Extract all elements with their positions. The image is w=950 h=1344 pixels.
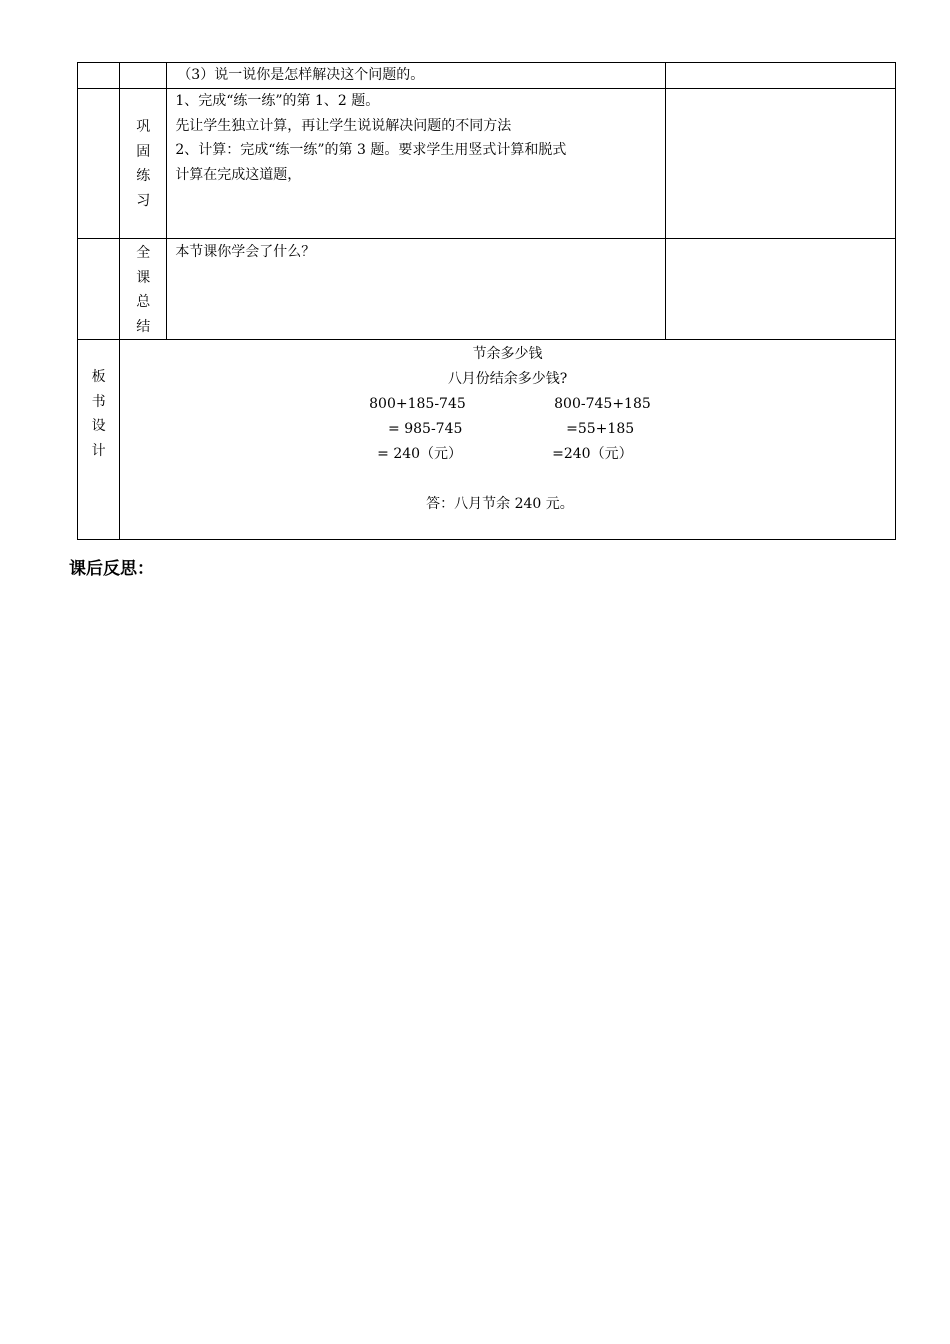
practice-content-cell [167,89,666,239]
board-content-cell [120,340,896,540]
summary-text: 本节课你学会了什么？ [175,244,316,260]
board-answer: 答：八月节余 240 元。 [426,496,574,512]
practice-label-cell [120,89,167,239]
table-row-question-3 [78,63,896,89]
practice-line: 2、计算：完成“练一练”的第 3 题。要求学生用竖式计算和脱式 [175,142,567,158]
method-left-line: = 240（元） [377,446,463,462]
board-design [120,340,895,539]
practice-label: 巩 固 练 习 [136,119,151,209]
table-row-practice [78,89,896,239]
board-question: 八月份结余多少钱? [447,371,568,387]
method-right-line: =240（元） [552,446,633,462]
question-3-cell [167,63,666,89]
notes-cell [666,239,896,340]
summary-label-cell [120,239,167,340]
table-row-summary [78,239,896,340]
practice-line: 先让学生独立计算，再让学生说说解决问题的不同方法 [175,117,512,134]
method-left-line: 800+185-745 [369,396,466,412]
board-label-cell [78,340,120,540]
notes-cell [666,63,896,89]
question-3-text: （3）说一说你是怎样解决这个问题的。 [177,67,425,83]
reflection-heading: 课后反思： [69,559,154,579]
method-right-line: =55+185 [566,421,635,437]
board-title: 节余多少钱 [472,346,543,362]
summary-content-cell [167,239,666,340]
section-label-cell [120,63,167,89]
stage-cell [78,89,120,239]
practice-content [167,89,665,187]
stage-cell [78,63,120,89]
notes-cell [666,89,896,239]
stage-cell [78,239,120,340]
method-left-line: = 985-745 [379,421,463,437]
board-label: 板 书 设 计 [91,369,106,459]
lesson-plan-table [77,62,896,540]
summary-label: 全 课 总 结 [136,245,151,335]
table-row-board-design [78,340,896,540]
practice-line: 1、完成“练一练”的第 1、2 题。 [175,93,380,109]
method-right-line: 800-745+185 [554,396,651,412]
practice-line: 计算在完成这道题， [175,166,302,183]
